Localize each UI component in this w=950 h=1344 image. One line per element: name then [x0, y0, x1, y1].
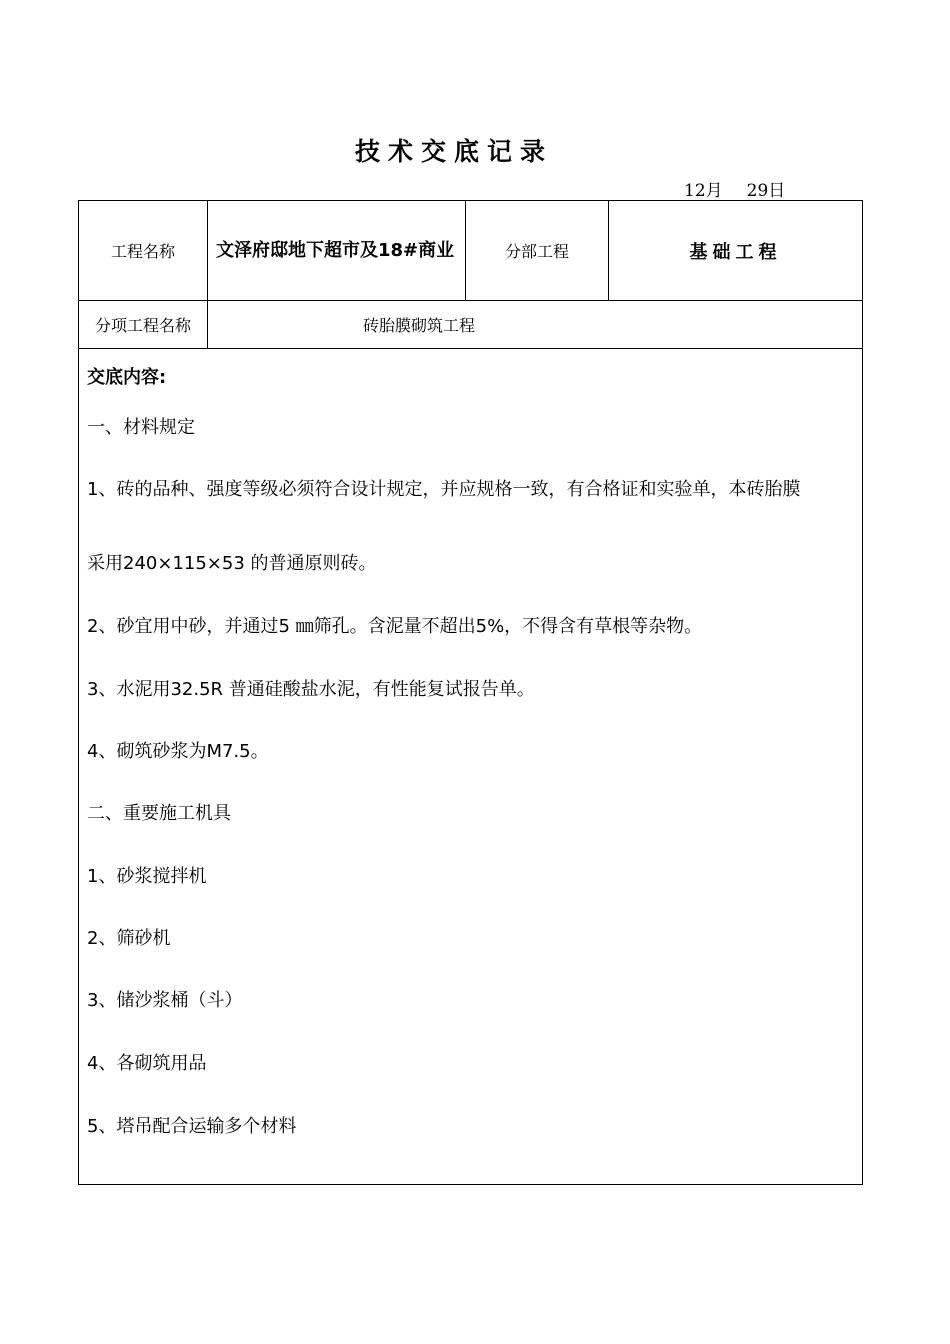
content-line: 5、塔吊配合运输多个材料: [87, 1116, 297, 1137]
division-value: 基础工程: [609, 201, 863, 301]
subitem-value: 砖胎膜砌筑工程: [208, 301, 863, 349]
content-heading: 交底内容:: [87, 367, 167, 388]
content-line: 4、各砌筑用品: [87, 1053, 207, 1074]
date-month: 12月: [684, 181, 723, 201]
division-label: 分部工程: [466, 201, 609, 301]
content-line: 2、砂宜用中砂，并通过5 ㎜筛孔。含泥量不超出5%，不得含有草根等杂物。: [87, 616, 703, 637]
content-line: 二、重要施工机具: [87, 803, 231, 824]
content-line: 1、砂浆搅拌机: [87, 866, 207, 887]
project-name-label: 工程名称: [79, 201, 208, 301]
document-title: 技术交底记录: [354, 137, 553, 166]
content-cell: [79, 349, 863, 1185]
content-line: 2、筛砂机: [87, 928, 171, 949]
content-line: 一、材料规定: [87, 417, 195, 438]
content-line: 采用240×115×53 的普通原则砖。: [87, 553, 377, 574]
project-name-value: 文泽府邸地下超市及18#商业: [208, 201, 466, 301]
date-day: 29日: [746, 181, 786, 201]
content-row: [79, 349, 863, 1185]
subitem-row: [79, 301, 863, 349]
record-date: [684, 176, 785, 201]
subitem-label: 分项工程名称: [79, 301, 208, 349]
record-table: [78, 200, 863, 1185]
content-line: 3、储沙浆桶（斗）: [87, 990, 243, 1011]
content-line: 3、水泥用32.5R 普通硅酸盐水泥，有性能复试报告单。: [87, 679, 535, 700]
project-row: [79, 201, 863, 301]
content-line: 4、砌筑砂浆为M7.5。: [87, 741, 269, 762]
content-line: 1、砖的品种、强度等级必须符合设计规定，并应规格一致，有合格证和实验单，本砖胎膜: [87, 479, 801, 500]
